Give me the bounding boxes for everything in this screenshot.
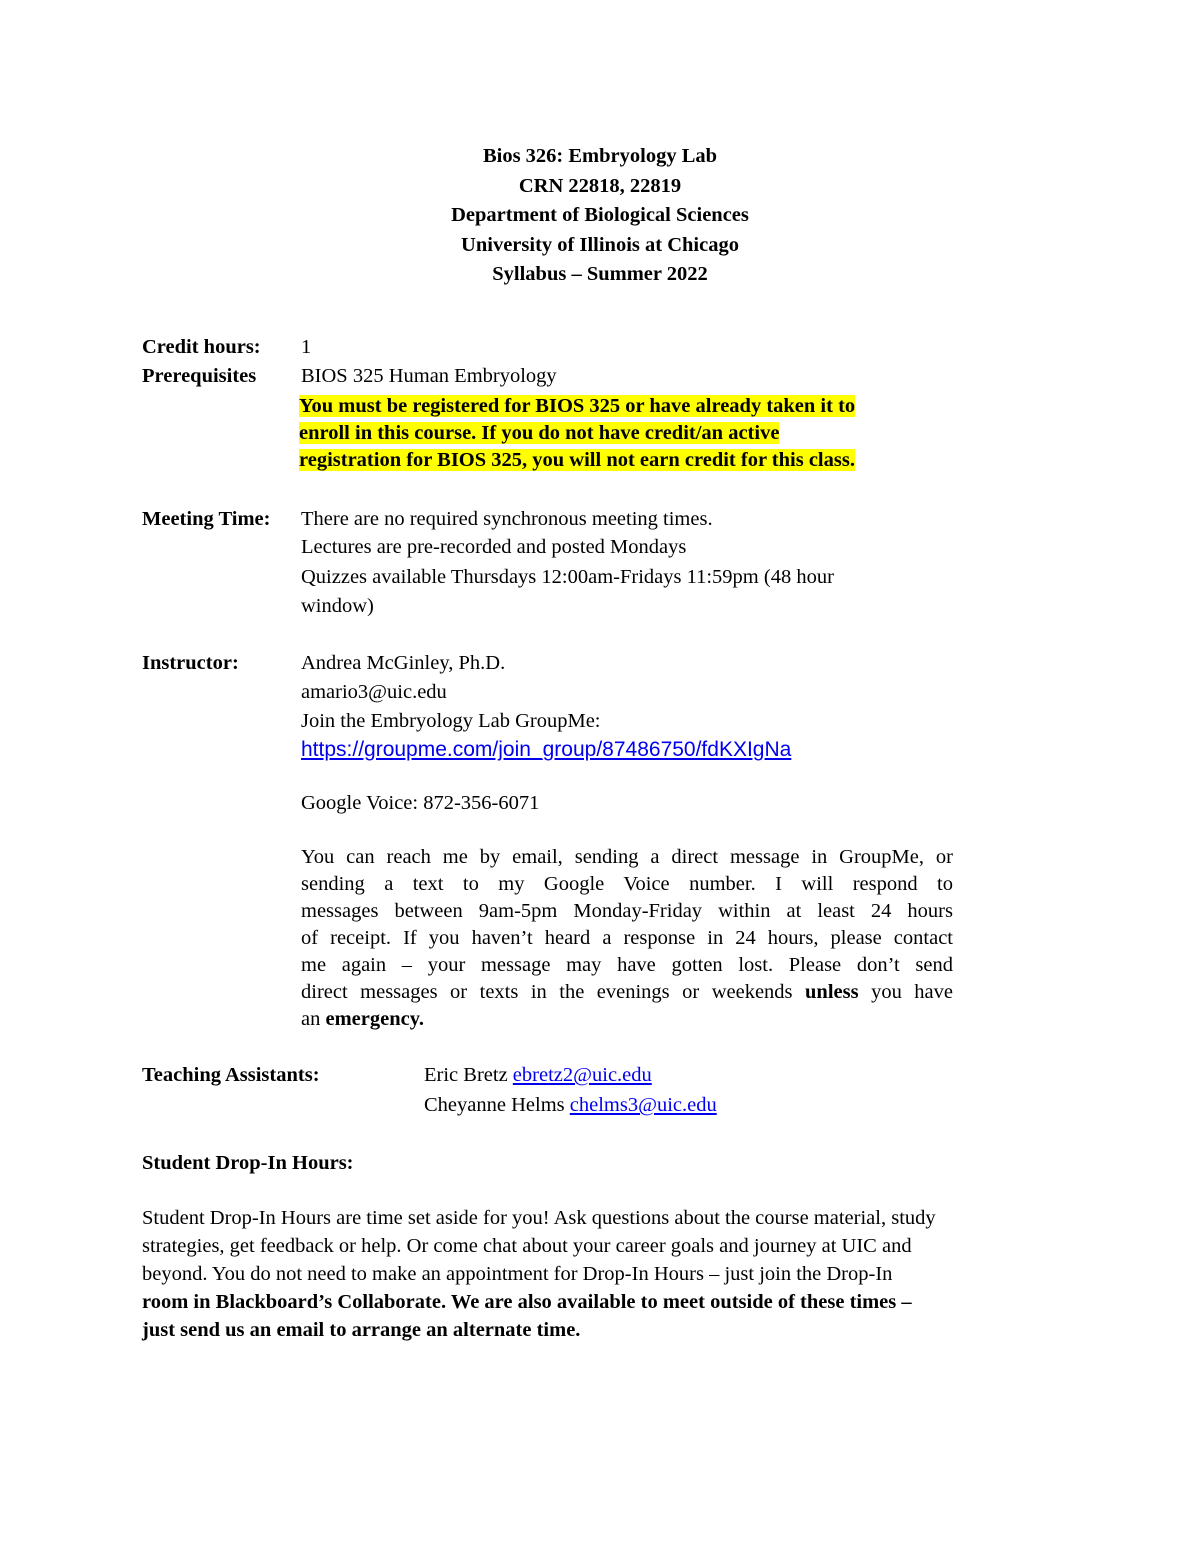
contact-policy-line: You can reach me by email, sending a direct message in GroupMe, or <box>301 846 953 868</box>
ta-entry <box>424 1062 652 1089</box>
meeting-line: window) <box>301 595 374 617</box>
syllabus-header <box>0 142 1200 290</box>
dropin-heading: Student Drop-In Hours: <box>142 1152 354 1174</box>
university-name: University of Illinois at Chicago <box>461 233 739 256</box>
meeting-line: There are no required synchronous meeting times. <box>301 508 713 530</box>
syllabus-term: Syllabus – Summer 2022 <box>492 263 708 285</box>
course-title: Bios 326: Embryology Lab <box>482 145 718 167</box>
prerequisites-label: Prerequisites <box>142 365 257 387</box>
ta-email-link[interactable]: chelms3@uic.edu <box>569 1094 717 1116</box>
prerequisites-value: BIOS 325 Human Embryology <box>301 365 557 387</box>
prereq-notice-line: enroll in this course. If you do not have credit/an active <box>299 422 780 444</box>
credit-hours-value: 1 <box>301 336 312 358</box>
contact-policy-line: direct messages or texts in the evenings or weekends unless you have <box>301 981 953 1003</box>
contact-policy-line: sending a text to my Google Voice number. I will respond to <box>301 873 953 895</box>
dropin-line: just send us an email to arrange an alternate time. <box>142 1319 581 1341</box>
instructor-email: amario3@uic.edu <box>301 681 447 703</box>
google-voice-number: Google Voice: 872-356-6071 <box>301 792 540 814</box>
meeting-time-label: Meeting Time: <box>142 508 271 530</box>
groupme-label: Join the Embryology Lab GroupMe: <box>301 710 601 732</box>
meeting-line: Lectures are pre-recorded and posted Mondays <box>301 536 687 558</box>
groupme-link[interactable]: https://groupme.com/join_group/87486750/fdKXIgNa <box>301 738 792 761</box>
department-name: Department of Biological Sciences <box>451 204 749 226</box>
course-crn: CRN 22818, 22819 <box>518 174 682 197</box>
dropin-line: room in Blackboard’s Collaborate. We are also available to meet outside of these times – <box>142 1291 912 1313</box>
ta-entry <box>424 1092 717 1119</box>
contact-policy-line: me again – your message may have gotten lost. Please don’t send <box>301 954 953 976</box>
dropin-line: Student Drop-In Hours are time set aside for you! Ask questions about the course material, study <box>142 1207 936 1229</box>
ta-name: Cheyanne Helms <box>424 1094 565 1116</box>
prereq-notice-line: You must be registered for BIOS 325 or have already taken it to <box>299 395 856 417</box>
teaching-assistants-label: Teaching Assistants: <box>142 1064 320 1086</box>
contact-policy-line: of receipt. If you haven’t heard a response in 24 hours, please contact <box>301 927 953 949</box>
credit-hours-label: Credit hours: <box>142 336 261 358</box>
meeting-line: Quizzes available Thursdays 12:00am-Fridays 11:59pm (48 hour <box>301 566 834 588</box>
ta-name: Eric Bretz <box>424 1064 508 1086</box>
prereq-notice-line: registration for BIOS 325, you will not earn credit for this class. <box>299 449 855 471</box>
dropin-line: strategies, get feedback or help. Or come chat about your career goals and journey at UIC and <box>142 1235 912 1257</box>
instructor-name: Andrea McGinley, Ph.D. <box>301 652 506 674</box>
dropin-line: beyond. You do not need to make an appointment for Drop-In Hours – just join the Drop-In <box>142 1263 893 1285</box>
ta-email-link[interactable]: ebretz2@uic.edu <box>512 1064 652 1086</box>
contact-policy-line: an emergency. <box>301 1008 424 1030</box>
instructor-label: Instructor: <box>142 652 239 674</box>
contact-policy-line: messages between 9am-5pm Monday-Friday within at least 24 hours <box>301 900 953 922</box>
